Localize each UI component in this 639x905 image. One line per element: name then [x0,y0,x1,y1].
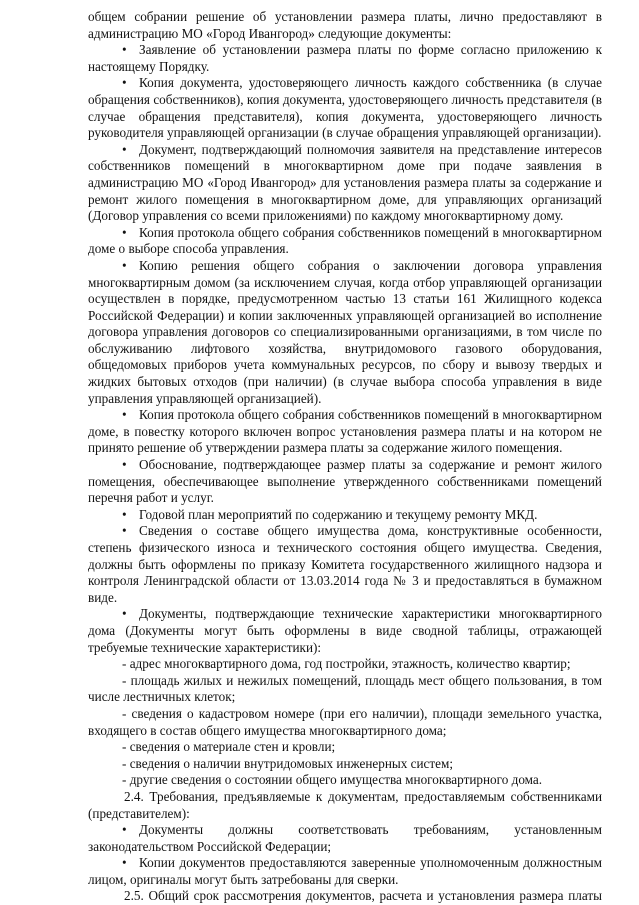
paragraph-text: Документ, подтверждающий полномочия заявителя на представление интересов собственников помещений в многоквартирном доме при подаче заявления в администрацию МО «Город Ивангород» для установления размера платы за содержание и ремонт жилого помещения в многоквартирном доме, для управляющих организаций (Договор управления со всеми приложениями) по каждому многоквартирному дому. [88,141,602,224]
paragraph-bullet [88,407,602,457]
paragraph-dash [88,756,602,773]
paragraph-text: Копия протокола общего собрания собственников помещений в многоквартирном доме о выборе способа управления. [88,224,602,257]
paragraph-num [88,789,602,822]
bullet-icon: • [122,523,127,539]
paragraph-bullet [88,822,602,855]
bullet-icon: • [122,407,127,423]
paragraph-text: - сведения о наличии внутридомовых инженерных систем; [122,755,454,771]
paragraph-text: общем собрании решение об установлении размера платы, лично предоставляют в администрацию МО «Город Ивангород» следующие документы: [88,9,602,41]
paragraph-bullet [88,523,602,606]
paragraph-bullet [88,507,602,524]
paragraph-bullet [88,457,602,507]
bullet-icon: • [122,141,127,157]
paragraph-dash [88,706,602,739]
paragraph-text: 2.5. Общий срок рассмотрения документов, расчета и установления размера платы [124,888,602,904]
bullet-icon: • [122,506,127,522]
paragraph-text: Сведения о составе общего имущества дома, конструктивные особенности, степень физического износа и технического состояния общего имущества. Сведения, должны быть оформлены по приказу Комитета государственного жилищного надзора и контроля Ленинградской области от 13.03.2014 года № 3 и предоставляться в бумажном виде. [88,523,602,605]
paragraph-text: Обоснование, подтверждающее размер платы за содержание и ремонт жилого помещения, обеспечивающее выполнение утвержденного собственниками помещений перечня работ и услуг. [88,457,602,506]
paragraph-text: - площадь жилых и нежилых помещений, площадь мест общего пользования, в том числе лестничных клеток; [88,672,602,705]
bullet-icon: • [122,822,127,838]
paragraph-text: - сведения о материале стен и кровли; [122,739,336,755]
paragraph-text: Копии документов предоставляются заверенные уполномоченным должностным лицом, оригиналы могут быть затребованы для сверки. [88,855,602,887]
paragraph-text: - адрес многоквартирного дома, год постройки, этажность, количество квартир; [122,656,571,672]
paragraph-dash [88,673,602,706]
paragraph-dash [88,739,602,756]
paragraph-text: - другие сведения о состоянии общего имущества многоквартирного дома. [122,772,543,788]
paragraph-dash [88,772,602,789]
paragraph-bullet [88,606,602,656]
paragraph-text: Заявление об установлении размера платы по форме согласно приложению к настоящему Порядку. [88,42,602,74]
paragraph-text: Документы должны соответствовать требованиям, установленным законодательством Российской Федерации; [88,822,602,854]
paragraph-bullet [88,855,602,888]
bullet-icon: • [122,224,127,240]
paragraph-text: Копия протокола общего собрания собственников помещений в многоквартирном доме, в повестку которого включен вопрос установления размера платы и на котором не принято решение об утверждении размера платы за содержание жилого помещения. [88,407,602,456]
bullet-icon: • [122,457,127,473]
paragraph-num [88,888,602,905]
bullet-icon: • [122,606,127,622]
paragraph-bullet [88,258,602,407]
paragraph-dash [88,656,602,673]
paragraph-bullet [88,42,602,75]
paragraph-text: Копию решения общего собрания о заключении договора управления многоквартирным домом (за исключением случая, когда отбор управляющей организации осуществлен в порядке, предусмотренном частью 13 статьи 161 Жилищного кодекса Российской Федерации) и копии заключенных управляющей организацией во исполнение договора управления договоров со специализированными организациями, в том числе по обслуживанию лифтового хозяйства, внутридомового газового оборудования, общедомовых приборов учета коммунальных ресурсов, по сбору и вывозу твердых и жидких бытовых отходов (при наличии) (в случае выбора способа управления в виде управления управляющей организацией). [88,257,602,406]
paragraph-bullet [88,75,602,141]
paragraph-text: Годовой план мероприятий по содержанию и текущему ремонту МКД. [139,506,538,522]
paragraph-text: Копия документа, удостоверяющего личность каждого собственника (в случае обращения собственников), копия документа, удостоверяющего личность представителя (в случае обращения представителя), копия документа, удостоверяющего личность руководителя управляющей организации (в случае обращения управляющей организации). [88,75,602,141]
paragraph-text: - сведения о кадастровом номере (при его наличии), площади земельного участка, входящего в состав общего имущества многоквартирного дома; [88,705,602,738]
paragraph-bullet [88,142,602,225]
paragraph-plain [88,9,602,42]
paragraph-bullet [88,225,602,258]
bullet-icon: • [122,42,127,58]
bullet-icon: • [122,855,127,871]
bullet-icon: • [122,75,127,91]
bullet-icon: • [122,257,127,273]
paragraph-text: 2.4. Требования, предъявляемые к документам, предоставляемым собственниками (представителем): [88,788,602,821]
paragraph-text: Документы, подтверждающие технические характеристики многоквартирного дома (Документы могут быть оформлены в виде сводной таблицы, отражающей требуемые технические характеристики): [88,606,602,655]
